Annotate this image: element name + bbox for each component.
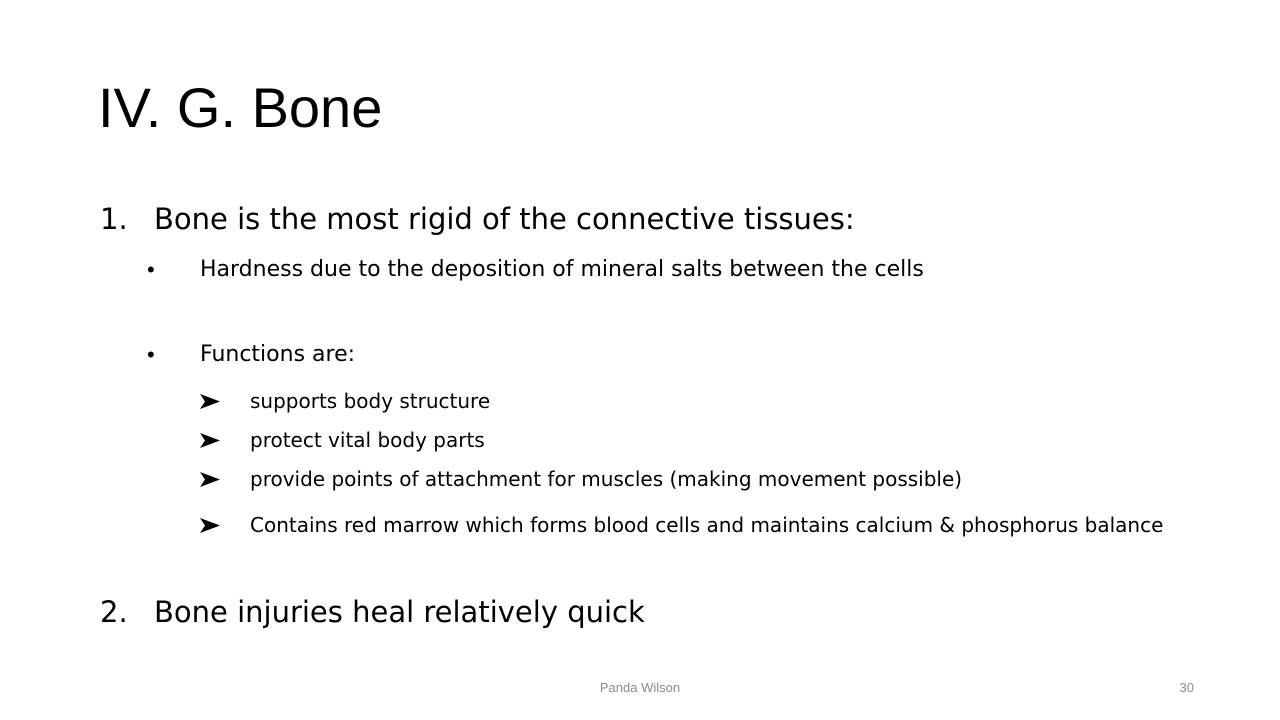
sub-bullet-item <box>199 386 1179 416</box>
sub-bullet-item <box>199 510 1179 540</box>
arrowhead-icon <box>199 517 221 534</box>
sub-bullet-item <box>199 425 1179 455</box>
sub-bullet-text: provide points of attachment for muscles (making movement possible) <box>250 467 963 491</box>
bullet-item-hardness <box>147 253 1137 287</box>
bullet-text: Hardness due to the deposition of mineral salts between the cells <box>200 257 924 282</box>
sub-bullet-text: Contains red marrow which forms blood cells and maintains calcium & phosphorus balance <box>250 513 1164 537</box>
sub-bullet-item <box>199 464 1179 494</box>
item-text: Bone is the most rigid of the connective tissues: <box>154 202 855 236</box>
slide-title: IV. G. Bone <box>98 76 383 139</box>
slide-number: 30 <box>1179 680 1194 695</box>
arrowhead-icon <box>199 393 221 410</box>
bullet-item-functions <box>147 338 1137 372</box>
sub-bullet-text: supports body structure <box>250 389 491 413</box>
arrowhead-icon <box>199 471 221 488</box>
bullet-icon: • <box>147 257 155 282</box>
item-text: Bone injuries heal relatively quick <box>154 595 645 629</box>
arrowhead-icon <box>199 432 221 449</box>
item-number: 2. <box>100 595 128 629</box>
item-number: 1. <box>100 202 128 236</box>
bullet-icon: • <box>147 342 155 367</box>
sub-bullet-text: protect vital body parts <box>250 428 485 452</box>
footer-author: Panda Wilson <box>599 680 681 695</box>
bullet-text: Functions are: <box>200 342 356 367</box>
